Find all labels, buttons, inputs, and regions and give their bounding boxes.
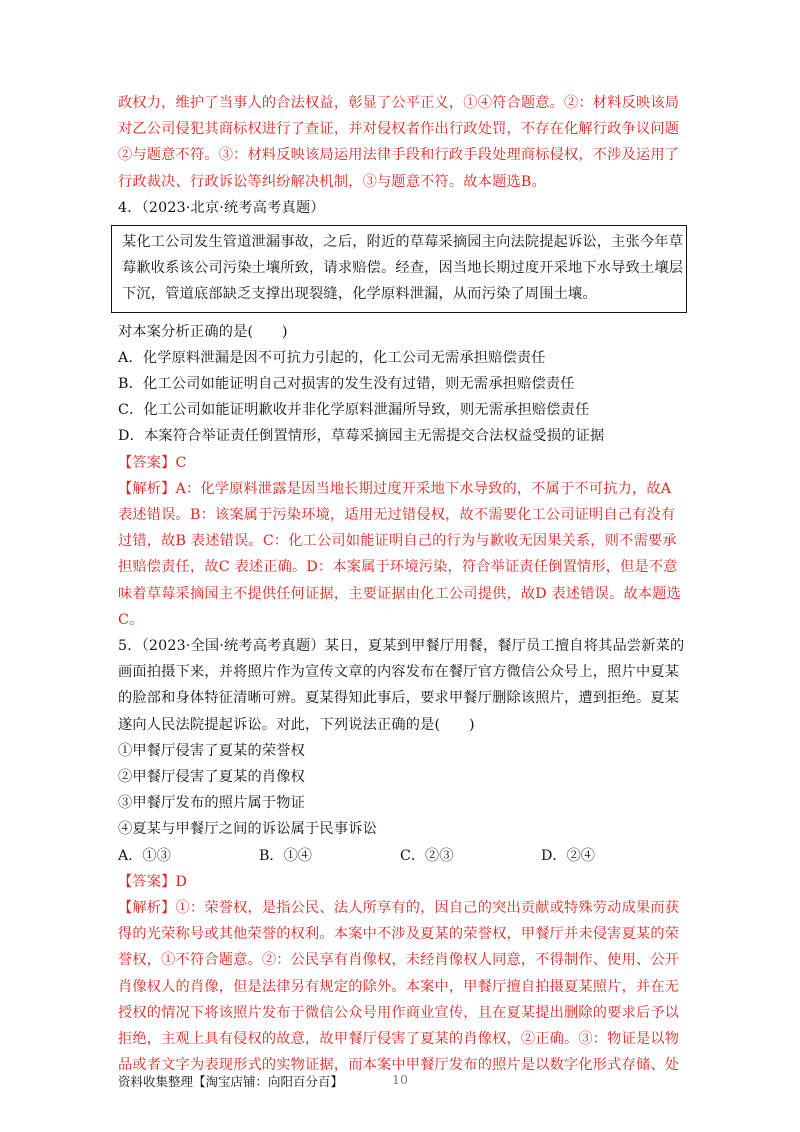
material-box (111, 225, 687, 313)
material-line: 下沉，管道底部缺乏支撑出现裂缝，化学原料泄漏，从而污染了周围土壤。 (122, 286, 597, 303)
material-line: 某化工公司发生管道泄漏事故，之后，附近的草莓采摘园主向法院提起诉讼，主张今年草 (122, 234, 684, 251)
option-b: B．化工公司如能证明自己对损害的发生没有过错，则无需承担赔偿责任 (118, 376, 575, 393)
option-d: D．本案符合举证责任倒置情形，草莓采摘园主无需提交合法权益受损的证据 (118, 428, 605, 445)
analysis (118, 895, 684, 1078)
material-line: 莓歉收系该公司污染土壤所致，请求赔偿。经查，因当地长期过度开采地下水导致土壤层 (122, 260, 684, 277)
prev-analysis (118, 90, 684, 195)
analysis-line: 拒绝，主观上具有侵权的故意，故甲餐厅侵害了夏某的肖像权，②正确。③：物证是以物 (118, 1030, 680, 1047)
question-stem: 5．（2023·全国·统考高考真题）某日，夏某到甲餐厅用餐，餐厅员工擅自将其品尝新菜的 (118, 638, 685, 655)
question-4 (118, 195, 684, 633)
question-stem: 对本案分析正确的是( ) (118, 323, 288, 340)
page-number: 10 (392, 1072, 408, 1087)
question-header: 4．（2023·北京·统考高考真题） (118, 199, 325, 216)
choice-b: B．①④ (259, 847, 312, 864)
analysis-line: 【解析】A：化学原料泄露是因当地长期过度开采地下水导致的，不属于不可抗力，故A (118, 480, 672, 497)
choice-d: D．②④ (541, 847, 595, 864)
analysis-line: C。 (118, 611, 144, 628)
analysis-line: 得的光荣称号或其他荣誉的权利。本案中不涉及夏某的荣誉权，甲餐厅并未侵害夏某的荣 (118, 926, 680, 943)
statement-3: ③甲餐厅发布的照片属于物证 (118, 795, 306, 812)
analysis-line: 肖像权人的肖像，但是法律另有规定的除外。本案中，甲餐厅擅自拍摄夏某照片，并在无 (118, 978, 680, 995)
text-line: 对乙公司侵犯其商标权进行了查证，并对侵权者作出行政处罚，不存在化解行政争议问题 (118, 121, 680, 138)
analysis-line: 誉权，①不符合题意。②：公民享有肖像权，未经肖像权人同意，不得制作、使用、公开 (118, 952, 680, 969)
analysis-line: 授权的情况下将该照片发布于微信公众号用作商业宣传，且在夏某提出删除的要求后予以 (118, 1004, 680, 1021)
page-footer: 资料收集整理【淘宝店铺：向阳百分百】 (118, 1074, 344, 1089)
choice-c: C．②③ (400, 847, 454, 864)
text-line: 政权力，维护了当事人的合法权益，彰显了公平正义，①④符合题意。②：材料反映该局 (118, 95, 680, 111)
answer: 【答案】D (118, 873, 188, 890)
analysis-line: 味着草莓采摘园主不提供任何证据，主要证据由化工公司提供，故D 表述错误。故本题选 (118, 585, 682, 602)
analysis-line: 过错，故B 表述错误。C：化工公司如能证明自己的行为与歉收无因果关系，则不需要承 (118, 533, 677, 550)
question-stem: 画面拍摄下来，并将照片作为宣传文章的内容发布在餐厅官方微信公众号上，照片中夏某 (118, 664, 680, 681)
analysis-line: 担赔偿责任，故C 表述正确。D：本案属于环境污染，符合举证责任倒置情形，但是不意 (118, 559, 678, 576)
answer: 【答案】C (118, 454, 187, 471)
document-page (118, 90, 684, 1078)
analysis-line: 表述错误。B：该案属于污染环境，适用无过错侵权，故不需要化工公司证明自己有没有 (118, 507, 676, 524)
text-line: ②与题意不符。③：材料反映该局运用法律手段和行政手段处理商标侵权，不涉及运用了 (118, 147, 680, 164)
question-stem: 的脸部和身体特征清晰可辨。夏某得知此事后，要求甲餐厅删除该照片，遭到拒绝。夏某 (118, 690, 680, 707)
choices-row (118, 843, 684, 869)
question-5 (118, 633, 684, 1078)
statement-1: ①甲餐厅侵害了夏某的荣誉权 (118, 742, 306, 759)
option-a: A．化学原料泄漏是因不可抗力引起的，化工公司无需承担赔偿责任 (118, 349, 546, 366)
option-c: C．化工公司如能证明歉收并非化学原料泄漏所导致，则无需承担赔偿责任 (118, 402, 590, 419)
text-line: 行政裁决、行政诉讼等纠纷解决机制，③与题意不符。故本题选B。 (118, 173, 546, 190)
analysis (118, 476, 684, 633)
question-stem: 遂向人民法院提起诉讼。对此，下列说法正确的是( ) (118, 716, 475, 733)
analysis-line: 【解析】①：荣誉权，是指公民、法人所享有的，因自己的突出贡献或特殊劳动成果而获 (118, 899, 680, 916)
analysis-line: 品或者文字为表现形式的实物证据，而本案中甲餐厅发布的照片是以数字化形式存储、处 (118, 1057, 680, 1074)
statement-2: ②甲餐厅侵害了夏某的肖像权 (118, 769, 306, 786)
statement-4: ④夏某与甲餐厅之间的诉讼属于民事诉讼 (118, 821, 377, 838)
choice-a: A．①③ (118, 847, 171, 864)
